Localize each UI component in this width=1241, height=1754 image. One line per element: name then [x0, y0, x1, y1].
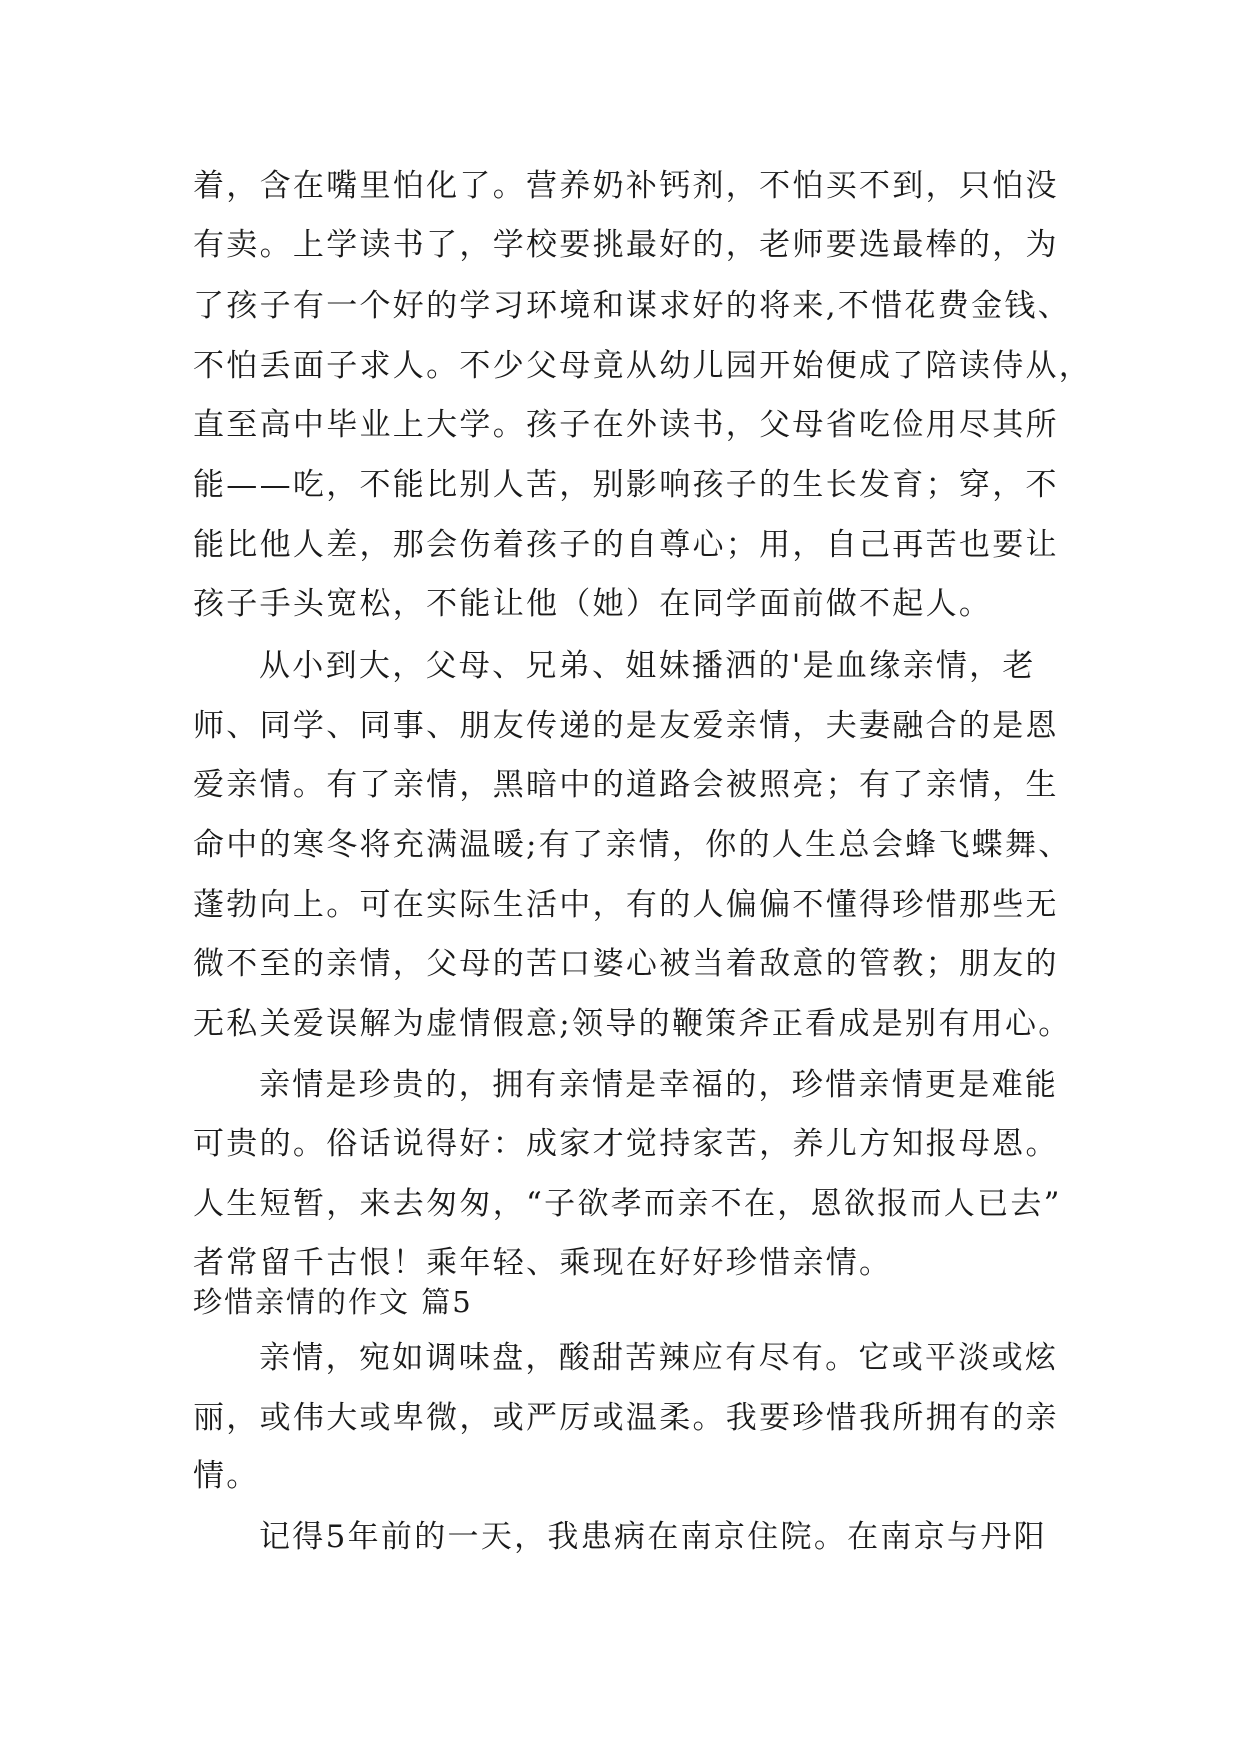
text-line: 不怕丢面子求人。不少父母竟从幼儿园开始便成了陪读侍从，: [193, 348, 1093, 384]
text-line: 着，含在嘴里怕化了。营养奶补钙剂，不怕买不到，只怕没: [193, 168, 1059, 204]
text-line: 丽，或伟大或卑微，或严厉或温柔。我要珍惜我所拥有的亲: [193, 1400, 1059, 1436]
text-line: 爱亲情。有了亲情，黑暗中的道路会被照亮；有了亲情，生: [193, 767, 1059, 803]
text-line: 亲情，宛如调味盘，酸甜苦辣应有尽有。它或平淡或炫: [259, 1340, 1059, 1376]
text-line: 有卖。上学读书了，学校要挑最好的，老师要选最棒的，为: [193, 227, 1059, 263]
text-line: 无私关爱误解为虚情假意;领导的鞭策斧正看成是别有用心。: [193, 1006, 1072, 1042]
text-line: 命中的寒冬将充满温暖;有了亲情，你的人生总会蜂飞蝶舞、: [193, 827, 1072, 863]
text-line: 者常留千古恨！乘年轻、乘现在好好珍惜亲情。: [193, 1245, 893, 1281]
text-line: 师、同学、同事、朋友传递的是友爱亲情，夫妻融合的是恩: [193, 708, 1059, 744]
text-line: 直至高中毕业上大学。孩子在外读书，父母省吃俭用尽其所: [193, 407, 1059, 443]
text-line: 能比他人差，那会伤着孩子的自尊心；用，自己再苦也要让: [193, 527, 1059, 563]
text-line: 能——吃，不能比别人苦，别影响孩子的生长发育；穿，不: [193, 467, 1059, 503]
text-line: 情。: [193, 1458, 260, 1494]
text-line: 微不至的亲情，父母的苦口婆心被当着敌意的管教；朋友的: [193, 946, 1059, 982]
text-line: 人生短暂，来去匆匆，“子欲孝而亲不在，恩欲报而人已去”: [193, 1186, 1062, 1222]
text-line: 蓬勃向上。可在实际生活中，有的人偏偏不懂得珍惜那些无: [193, 887, 1059, 923]
text-line: 可贵的。俗话说得好：成家才觉持家苦，养儿方知报母恩。: [193, 1126, 1059, 1162]
text-line: 从小到大，父母、兄弟、姐妹播洒的'是血缘亲情，老: [259, 648, 1036, 684]
text-line: 亲情是珍贵的，拥有亲情是幸福的，珍惜亲情更是难能: [259, 1067, 1059, 1103]
text-line: 孩子手头宽松，不能让他（她）在同学面前做不起人。: [193, 586, 993, 622]
text-line: 记得5年前的一天，我患病在南京住院。在南京与丹阳: [259, 1519, 1047, 1555]
section-heading: 珍惜亲情的作文 篇5: [193, 1285, 473, 1319]
text-line: 了孩子有一个好的学习环境和谋求好的将来,不惜花费金钱、: [193, 288, 1071, 324]
